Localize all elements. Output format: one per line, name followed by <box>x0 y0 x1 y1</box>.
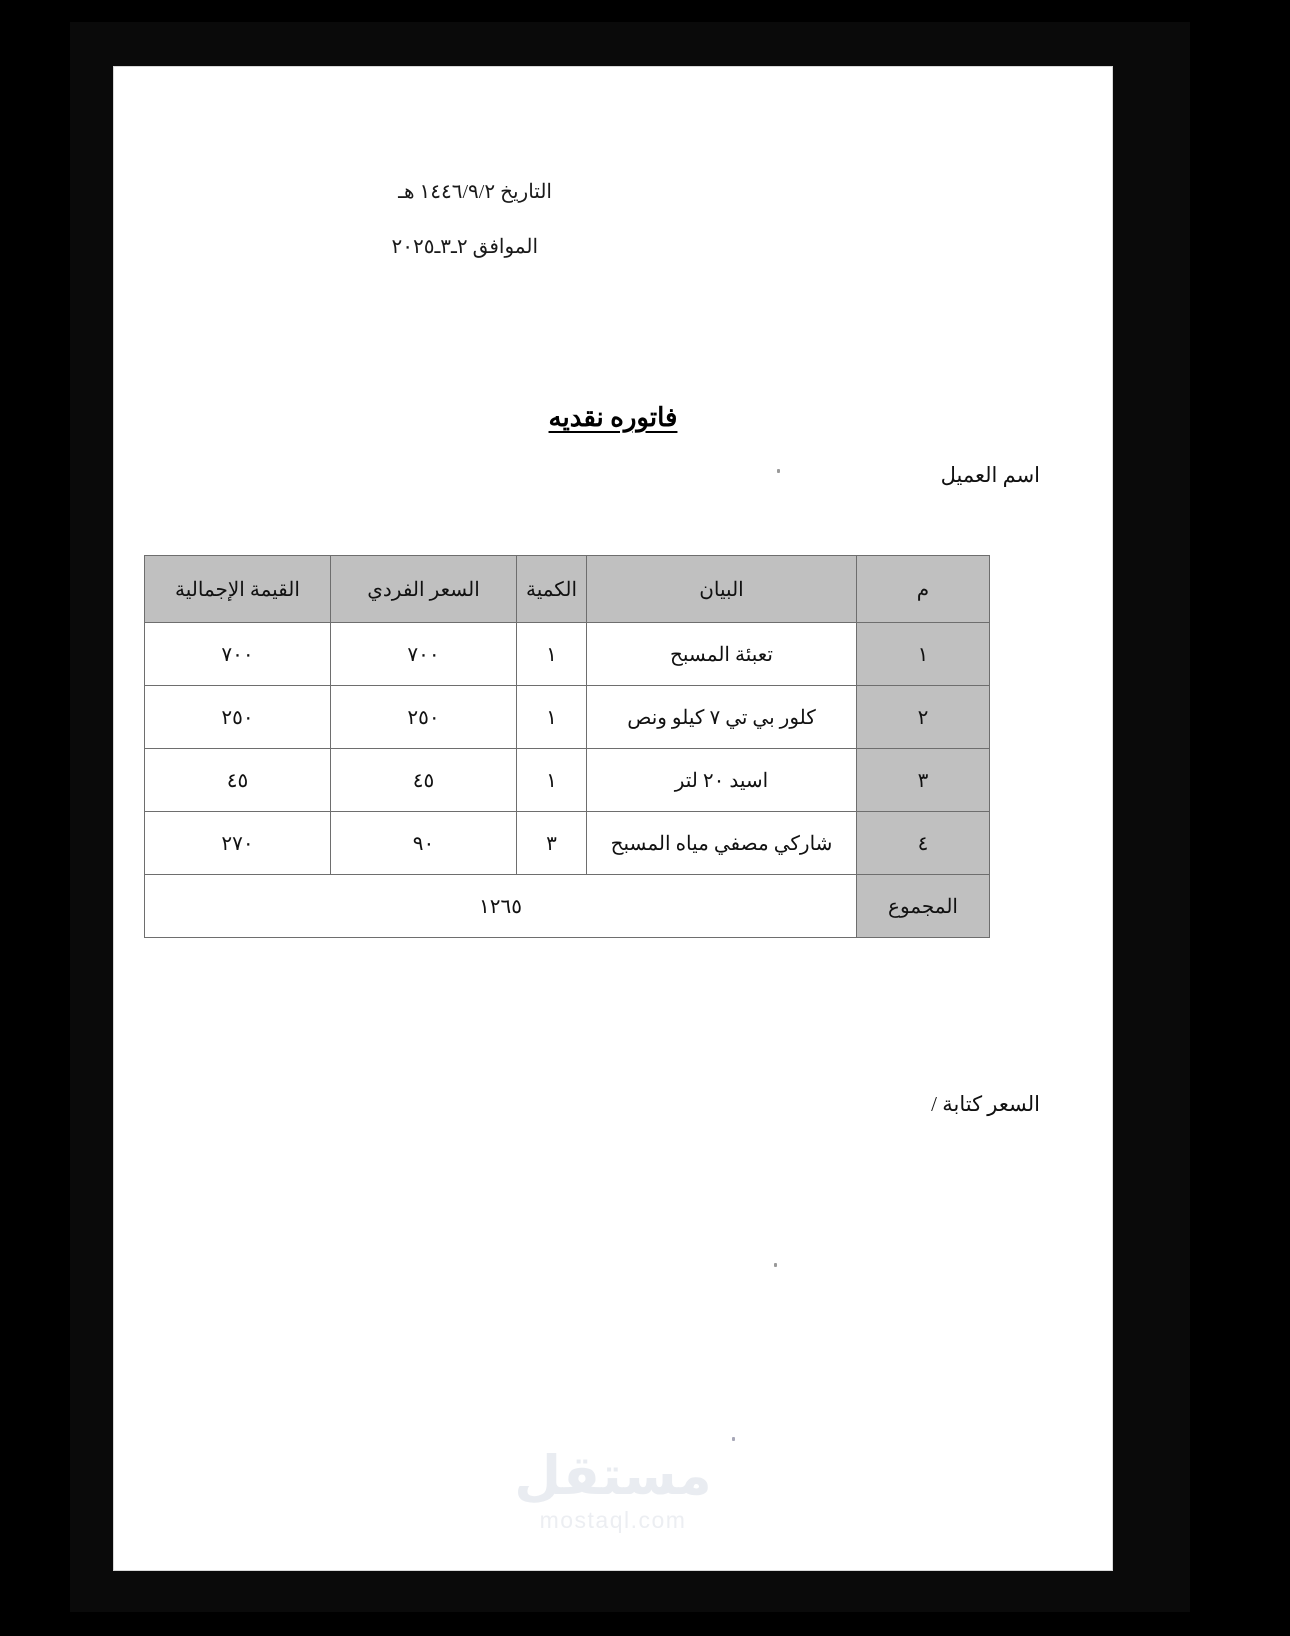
cell-serial: ١ <box>857 623 990 686</box>
hijri-date: التاريخ ١٤٤٦/٩/٢ هـ <box>398 181 552 203</box>
cell-description: كلور بي تي ٧ كيلو ونص <box>587 686 857 749</box>
header-unit-price: السعر الفردي <box>331 556 517 623</box>
price-in-words-label: السعر كتابة / <box>931 1092 1040 1116</box>
customer-name-row <box>681 463 1040 488</box>
invoice-table <box>144 555 990 938</box>
cell-unit-price: ٤٥ <box>331 749 517 812</box>
scan-artifact-mark <box>774 1263 777 1267</box>
page-title <box>114 403 1112 433</box>
cell-quantity: ١ <box>517 686 587 749</box>
cell-quantity: ١ <box>517 623 587 686</box>
cell-quantity: ٣ <box>517 812 587 875</box>
header-serial: م <box>857 556 990 623</box>
page-title-text: فاتوره نقديه <box>548 403 678 432</box>
table-total-row <box>145 875 990 938</box>
cell-serial: ٣ <box>857 749 990 812</box>
total-label: المجموع <box>857 875 990 938</box>
table-row <box>145 749 990 812</box>
table-row <box>145 812 990 875</box>
table-row <box>145 686 990 749</box>
gregorian-date: الموافق ٢ـ٣ـ٢٠٢٥ <box>391 236 538 258</box>
scan-artifact-mark <box>777 469 780 473</box>
invoice-table-container <box>145 555 990 938</box>
cell-serial: ٢ <box>857 686 990 749</box>
watermark <box>114 1444 1112 1534</box>
customer-name-label: اسم العميل <box>940 463 1040 487</box>
date-block <box>391 179 552 261</box>
cell-description: اسيد ٢٠ لتر <box>587 749 857 812</box>
scan-artifact-mark <box>732 1437 735 1441</box>
table-header-row <box>145 556 990 623</box>
cell-unit-price: ٧٠٠ <box>331 623 517 686</box>
table-row <box>145 623 990 686</box>
cell-quantity: ١ <box>517 749 587 812</box>
invoice-table-body <box>145 623 990 938</box>
total-value: ١٢٦٥ <box>145 875 857 938</box>
price-in-words-row <box>797 1092 1040 1117</box>
cell-unit-price: ٢٥٠ <box>331 686 517 749</box>
header-total-value: القيمة الإجمالية <box>145 556 331 623</box>
cell-total-value: ٤٥ <box>145 749 331 812</box>
watermark-arabic-text: مستقل <box>514 1444 712 1508</box>
cell-unit-price: ٩٠ <box>331 812 517 875</box>
cell-total-value: ٢٥٠ <box>145 686 331 749</box>
cell-description: تعبئة المسبح <box>587 623 857 686</box>
cell-serial: ٤ <box>857 812 990 875</box>
header-quantity: الكمية <box>517 556 587 623</box>
watermark-latin-text: mostaql.com <box>539 1507 687 1533</box>
header-description: البيان <box>587 556 857 623</box>
invoice-page <box>113 66 1113 1571</box>
cell-total-value: ٢٧٠ <box>145 812 331 875</box>
cell-description: شاركي مصفي مياه المسبح <box>587 812 857 875</box>
cell-total-value: ٧٠٠ <box>145 623 331 686</box>
